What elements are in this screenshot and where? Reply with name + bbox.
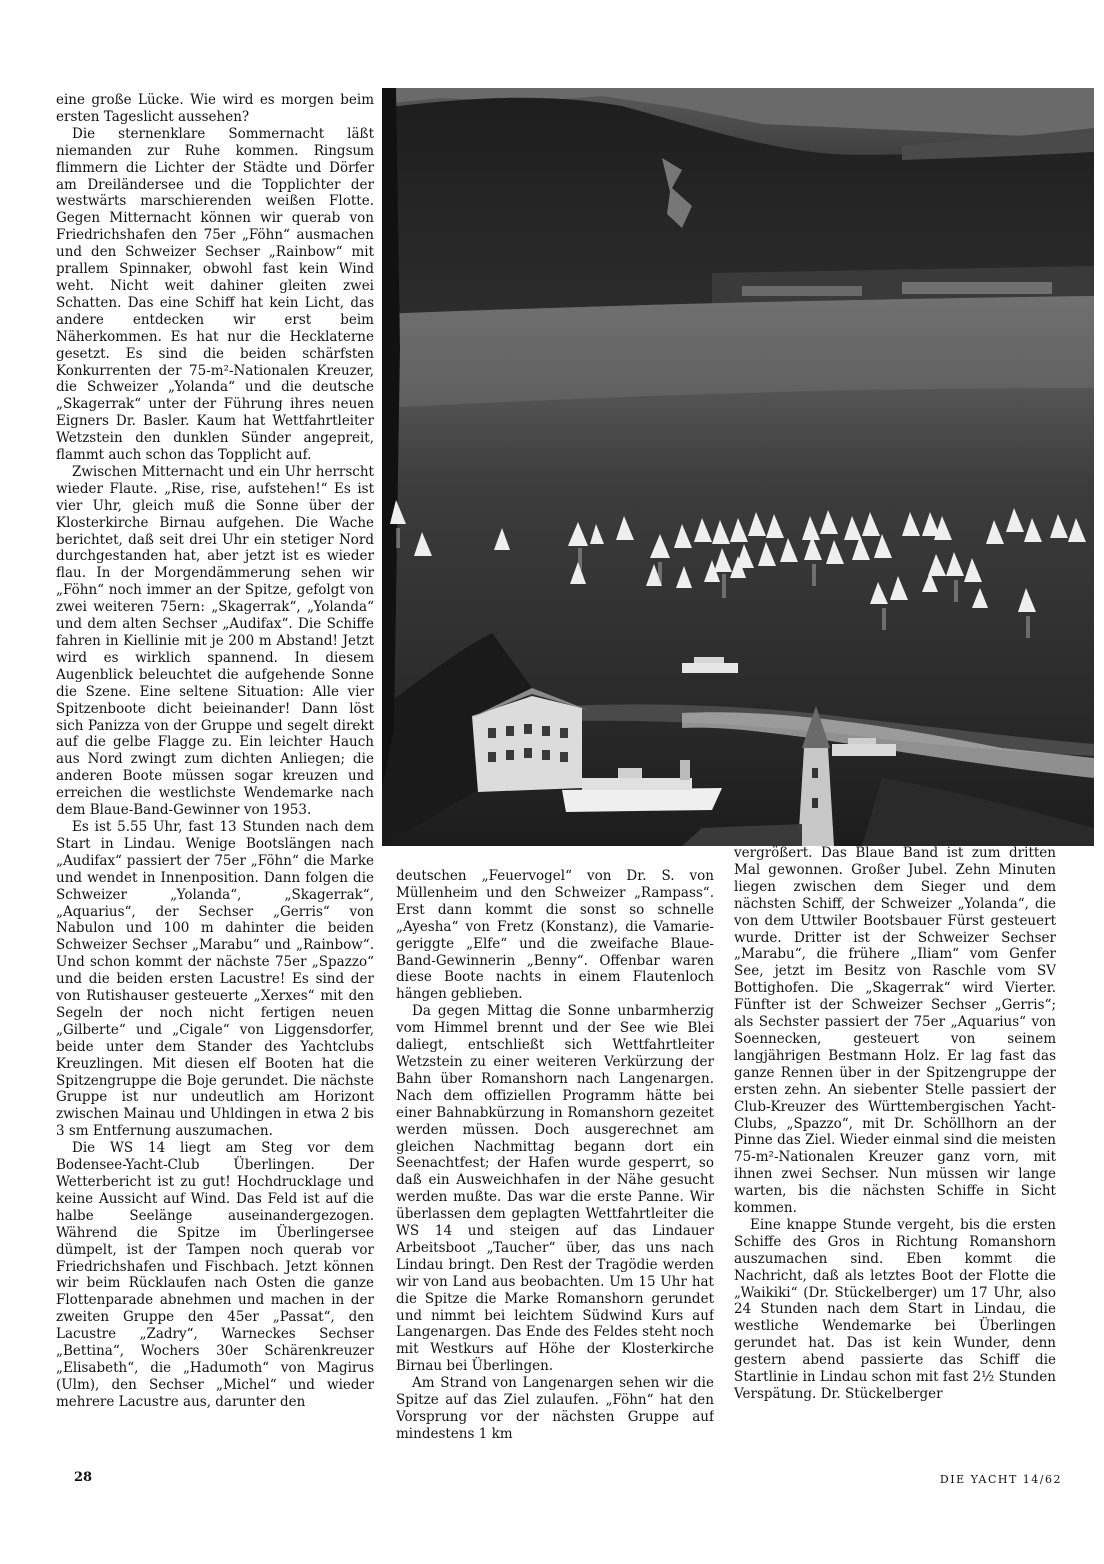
paragraph: Es ist 5.55 Uhr, fast 13 Stunden nach dem Start in Lindau. Wenige Bootslängen nach „Audifax“ passiert der 75er „Föhn“ die Marke und wendet in Innenposition. Dann folgen die Schweizer „Yolanda“, „Skagerrak“, „Aquarius“, der Sechser „Gerris“ von Nabulon und 100 m dahinter die beiden Schweizer Sechser „Marabu“ und „Rainbow“. Und schon kommt der nächste 75er „Spazzo“ und die beiden ersten Lacustre! Es sind der von Rutishauser gesteuerte „Xerxes“ mit den Segeln der noch nicht fertigen neuen „Gilberte“ und „Cigale“ von Liggensdorfer, beide unter dem Stander des Yachtclubs Kreuzlingen. Mit diesen elf Booten hat die Spitzengruppe die Boje gerundet. Die nächste Gruppe ist nur undeutlich am Horizont zwischen Mainau und Uhldingen in etwa 2 bis 3 sm Entfernung auszumachen. <box>56 818 374 1140</box>
paragraph: Eine knappe Stunde vergeht, bis die ersten Schiffe des Gros in Richtung Romanshorn auszumachen sind. Eben kommt die Nachricht, daß als letztes Boot der Flotte die „Waikiki“ (Dr. Stückelberger) um 17 Uhr, also 24 Stunden nach dem Start in Lindau, die westliche Wendemarke bei Überlingen gerundet hat. Das ist kein Wunder, denn gestern abend passierte das Schiff die Startlinie in Lindau schon mit fast 2½ Stunden Verspätung. Dr. Stückelberger <box>734 1216 1056 1402</box>
paragraph: deutschen „Feuervogel“ von Dr. S. von Müllenheim und den Schweizer „Rampass“. Erst dann kommt die sonst so schnelle „Ayesha“ von Fretz (Konstanz), die Vamarie-geriggte „Elfe“ und die zweifache Blaue-Band-Gewinnerin „Benny“. Offenbar waren diese Boote nachts in einem Flautenloch hängen geblieben. <box>396 868 714 1003</box>
paragraph: Da gegen Mittag die Sonne unbarmherzig vom Himmel brennt und der See wie Blei daliegt, entschließt sich Wettfahrtleiter Wetzstein zu einer weiteren Verkürzung der Bahn über Romanshorn nach Langenargen. Nach dem offiziellen Programm hätte bei einer Bahnabkürzung in Romanshorn gezeitet werden müssen. Doch ausgerechnet am gleichen Nachmittag begann dort ein Seenachtfest; der Hafen wurde gesperrt, so daß ein Ausweichhafen in der Nähe gesucht werden mußte. Das war die erste Panne. Wir überlassen dem geplagten Wettfahrtleiter die WS 14 und steigen auf das Lindauer Arbeitsboot „Taucher“ über, das uns nach Lindau bringt. Den Rest der Tragödie werden wir von Land aus beobachten. Um 15 Uhr hat die Spitze die Marke Romanshorn gerundet und nimmt bei leichtem Südwind Kurs auf Langenargen. Das Ende des Feldes steht noch mit Westkurs auf Höhe der Klosterkirche Birnau bei Überlingen. <box>396 1003 714 1375</box>
paragraph: vergrößert. Das Blaue Band ist zum dritten Mal gewonnen. Großer Jubel. Zehn Minuten liegen zwischen dem Sieger und dem nächsten Schiff, der Schweizer „Yolanda“, die von dem Uttwiler Bootsbauer Fürst gesteuert wurde. Dritter ist der Schweizer Sechser „Marabu“, die frühere „Iliam“ vom Genfer See, jetzt im Besitz von Raschle vom SV Bottighofen. Die „Skagerrak“ wird Vierter. Fünfter ist der Schweizer Sechser „Gerris“; als Sechster passiert der 75er „Aquarius“ von Soennecken, gesteuert von seinem langjährigen Bestmann Holz. Er lag fast das ganze Rennen über in der Spitzengruppe der ersten zehn. An siebenter Stelle passiert der Club-Kreuzer des Württembergischen Yacht-Clubs, „Spazzo“, mit Dr. Schöllhorn an der Pinne das Ziel. Wieder einmal sind die meisten 75-m²-Nationalen Kreuzer ganz vorn, mit ihnen zwei Sechser. Nun müssen wir lange warten, bis die nächsten Schiffe in Sicht kommen. <box>734 845 1056 1217</box>
lake-regatta-photo <box>382 88 1094 846</box>
paragraph: Am Strand von Langenargen sehen wir die Spitze auf das Ziel zulaufen. „Föhn“ hat den Vorsprung vor der nächsten Gruppe auf mindestens 1 km <box>396 1375 714 1442</box>
article-column-2 <box>396 868 714 1468</box>
paragraph: Die sternenklare Sommernacht läßt niemanden zur Ruhe kommen. Ringsum flimmern die Lichter der Städte und Dörfer am Dreiländersee und die Topplichter der westwärts marschierenden weißen Flotte. Gegen Mitternacht können wir querab von Friedrichshafen den 75er „Föhn“ ausmachen und den Schweizer Sechser „Rainbow“ mit prallem Spinnaker, obwohl fast kein Wind weht. Nicht weit dahiner gleiten zwei Schatten. Das eine Schiff hat kein Licht, das andere entdecken wir erst beim Näherkommen. Es hat nur die Hecklaterne gesetzt. Es sind die beiden schärfsten Konkurrenten der 75-m²-Nationalen Kreuzer, die Schweizer „Yolanda“ und die deutsche „Skagerrak“ unter der Führung ihres neuen Eigners Dr. Basler. Kaum hat Wettfahrtleiter Wetzstein den dunklen Sünder angepreit, flammt auch schon das Topplicht auf. <box>56 125 374 464</box>
paragraph: eine große Lücke. Wie wird es morgen beim ersten Tageslicht aussehen? <box>56 92 374 125</box>
paragraph: Die WS 14 liegt am Steg vor dem Bodensee-Yacht-Club Überlingen. Der Wetterbericht ist zu gut! Hochdrucklage und keine Aussicht auf Wind. Das Feld ist auf die halbe Seelänge auseinandergezogen. Während die Spitze im Überlingersee dümpelt, ist der Tampen noch querab vor Friedrichshafen und Fischbach. Jetzt können wir beim Rücklaufen nach Osten die ganze Flottenparade abnehmen und machen in der zweiten Gruppe den 45er „Passat“, den Lacustre „Zadry“, Warneckes Sechser „Bettina“, Wochers 30er Schärenkreuzer „Elisabeth“, die „Hadumoth“ von Magirus (Ulm), den Sechser „Michel“ und wieder mehrere Lacustre aus, darunter den <box>56 1140 374 1410</box>
paragraph: Zwischen Mitternacht und ein Uhr herrscht wieder Flaute. „Rise, rise, aufstehen!“ Es ist vier Uhr, gleich muß die Sonne über der Klosterkirche Birnau aufgehen. Die Wache berichtet, daß seit drei Uhr ein stetiger Nord durchgestanden hat, aber jetzt ist es wieder flau. In der Morgendämmerung sehen wir „Föhn“ noch immer an der Spitze, gefolgt von zwei weiteren 75ern: „Skagerrak“, „Yolanda“ und dem alten Sechser „Audifax“. Die Schiffe fahren in Kiellinie mit je 200 m Abstand! Jetzt wird es wirklich spannend. In diesem Augenblick beleuchtet die aufgehende Sonne die Szene. Eine seltene Situation: Alle vier Spitzenboote dicht beieinander! Dann löst sich Panizza von der Gruppe und segelt direkt auf die gelbe Flagge zu. Ein leichter Hauch aus Nord zwingt zum dichten Anliegen; die anderen Boote müssen sogar kreuzen und erreichen die westlichste Wendemarke nach dem Blaue-Band-Gewinner von 1953. <box>56 463 374 819</box>
magazine-issue-label: DIE YACHT 14/62 <box>939 1473 1062 1486</box>
article-column-3 <box>734 845 1056 1465</box>
article-column-1 <box>56 92 374 1452</box>
page-number: 28 <box>74 1470 93 1485</box>
